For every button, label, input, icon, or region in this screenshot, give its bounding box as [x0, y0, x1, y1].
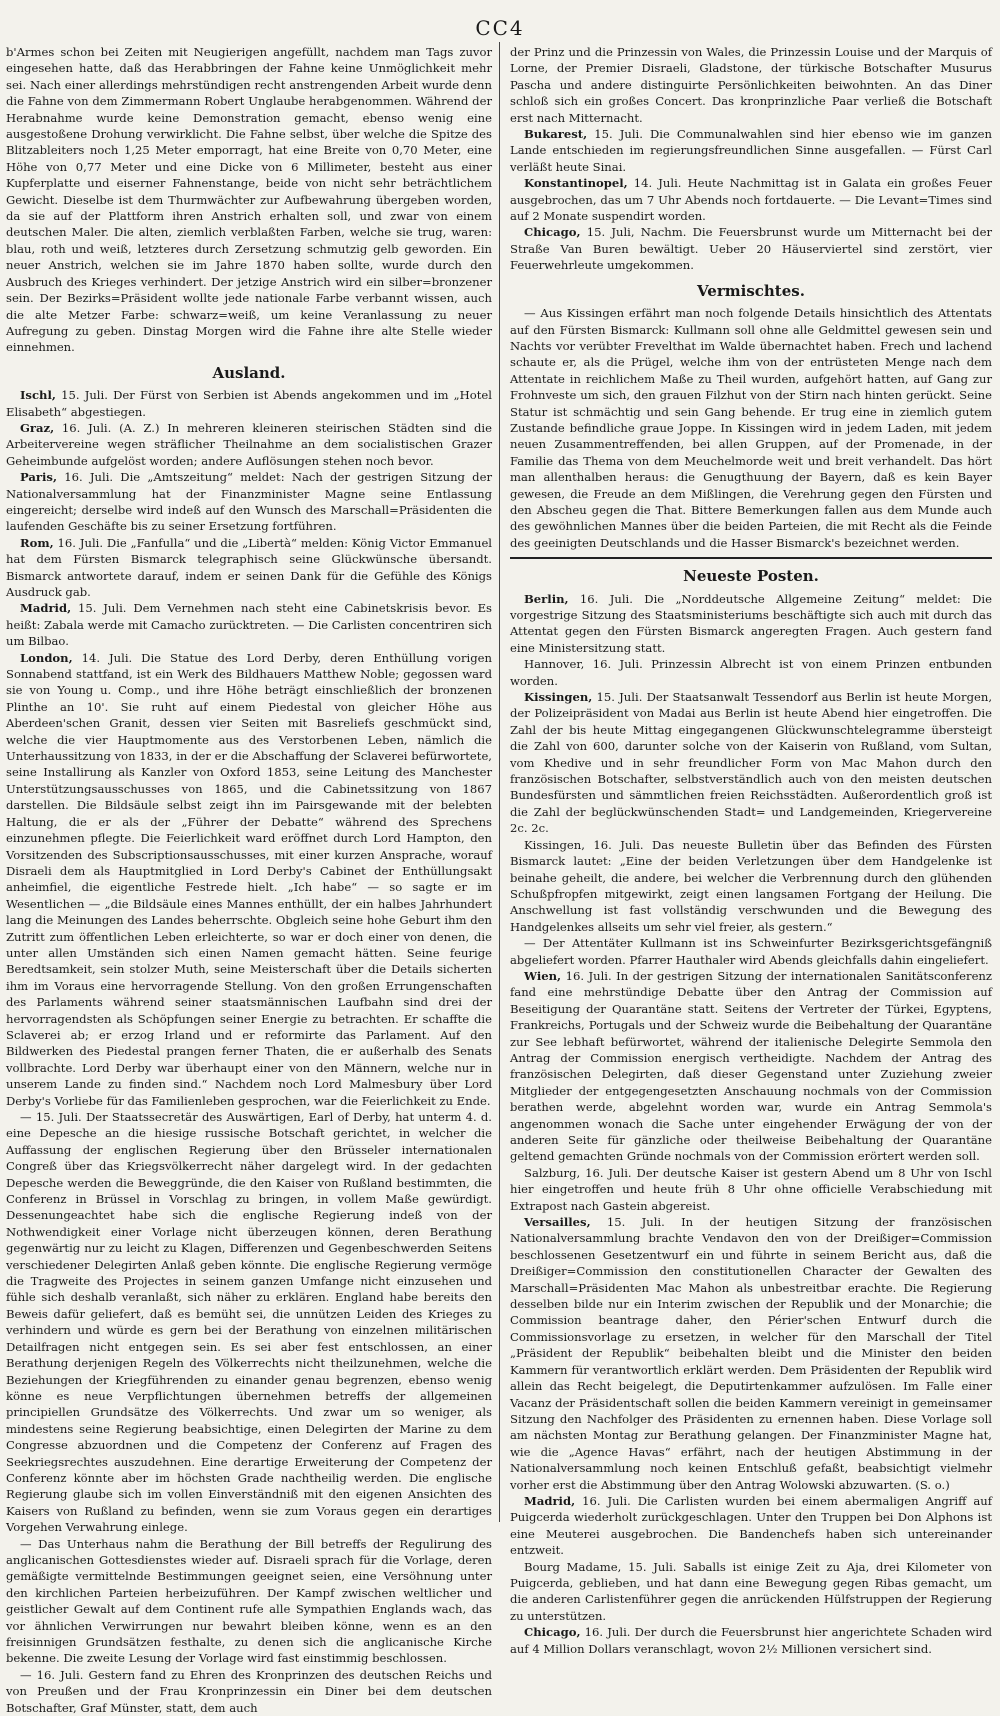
section-title-neueste-posten: Neueste Posten. — [683, 567, 819, 586]
news-item — [510, 224, 992, 273]
news-text: Salzburg, 16. Juli. Der deutsche Kaiser ist gestern Abend um 8 Uhr von Ischl hier eingetroffen und heute früh 8 Uhr ohne officielle Verabschiedung mit Extrapost nach Gastein abgereist. — [510, 1165, 992, 1213]
news-text: 16. Juli. Die „Fanfulla“ und die „Libertà“ melden: König Victor Emmanuel hat dem Fürsten Bismarck telegraphisch seine Glückwünsche übersandt. Bismarck antwortete darauf, indem er seinen Dank für die Gefühle des Königs Ausdruck gab. — [6, 535, 493, 599]
news-item — [510, 689, 992, 837]
paragraph: b'Armes schon bei Zeiten mit Neugierigen angefüllt, nachdem man Tags zuvor eingesehen hatte, daß das Herabbringen der Fahne keine Unmöglichkeit mehr sei. Nach einer allerdings mehrstündigen recht anstrengenden Arbeit wurde denn die Fahne von dem Zimmermann Robert Unglaube herabgenommen. Während der Herabnahme wurde keine Demonstration gemacht, ebenso wenig eine ausgestoßene Drohung verwirklicht. Die Fahne selbst, über welche die Spitze des Blitzableiters noch 1,25 Meter emporragt, hat eine Breite von 0,70 Meter, eine Höhe von 0,77 Meter und eine Dicke von 6 Millimeter, besteht aus einer Kupferplatte und eiserner Fahnenstange, beide von nicht sehr beträchtlichem Gewicht. Dieselbe ist dem Thurmwächter zur Aufbewahrung übergeben worden, da sie auf der Plattform ihren Anstrich erhalten soll, und zwar von einem deutschen Maler. Die alten, ziemlich verblaßten Farben, welche sie trug, waren: blau, roth und weiß, letzteres durch Zersetzung schmutzig gelb geworden. Ein neuer Anstrich, welchen sie im Jahre 1870 haben sollte, wurde durch den Ausbruch des Krieges verhindert. Der jetzige Anstrich wird ein silber=bronzener sein. Der Bezirks=Präsident wollte jede nationale Farbe verbannt wissen, auch die alte Metzer Farbe: schwarz=weiß, um keine Veranlassung zu neuer Aufregung zu geben. Dinstag Morgen wird die Fahne ihre alte Stelle wieder einnehmen. — [6, 45, 492, 355]
latest-news — [510, 591, 992, 1657]
news-item — [6, 535, 492, 601]
news-item — [6, 469, 492, 535]
section-title-vermischtes: Vermischtes. — [697, 281, 805, 300]
dateline-place: Graz, — [20, 420, 55, 435]
news-item — [6, 1667, 492, 1716]
dateline-place: Konstantinopel, — [524, 176, 628, 191]
news-item — [510, 1214, 992, 1493]
section-title-ausland: Ausland. — [212, 363, 286, 382]
news-item — [6, 600, 492, 649]
left-column — [6, 44, 493, 1715]
dateline-place: Versailles, — [524, 1215, 591, 1230]
paragraph: der Prinz und die Prinzessin von Wales, die Prinzessin Louise und der Marquis of Lorne, der Premier Disraeli, Gladstone, der türkische Botschafter Musurus Pascha und andere distinguirte Persönlichkeiten beiwohnten. An das Diner schloß sich ein großes Concert. Das kronprinzliche Paar verließ die Botschaft erst nach Mitternacht. — [510, 45, 992, 125]
news-text: — 16. Juli. Gestern fand zu Ehren des Kronprinzen des deutschen Reichs und von Preußen und der Frau Kronprinzessin ein Diner bei dem deutschen Botschafter, Graf Münster, statt, dem auch — [6, 1667, 492, 1715]
news-text: 16. Juli. Die Carlisten wurden bei einem abermaligen Angriff auf Puigcerda wiederholt zurückgeschlagen. Unter den Truppen bei Don Alphons ist eine Meuterei ausgebrochen. Die Bandenchefs haben sich untereinander entzweit. — [510, 1493, 993, 1558]
news-text: 14. Juli. Heute Nachmittag ist in Galata ein großes Feuer ausgebrochen, das um 7 Uhr Abends noch fortdauerte. — Die Levant=Times sind auf 2 Monate suspendirt worden. — [510, 176, 993, 224]
dateline-place: Berlin, — [524, 591, 569, 606]
dateline-place: Rom, — [20, 535, 54, 550]
right-entries-top — [510, 126, 992, 274]
dateline-place: London, — [20, 650, 73, 665]
news-item — [6, 1109, 492, 1536]
news-item — [510, 968, 992, 1165]
news-text: 15. Juli. Dem Vernehmen nach steht eine Cabinetskrisis bevor. Es heißt: Zabala werde mit Camacho zurücktreten. — Die Carlisten concentriren sich um Bilbao. — [6, 601, 493, 649]
news-text: 15. Juli. Der Staatsanwalt Tessendorf aus Berlin ist heute Morgen, der Polizeipräsident von Madai aus Berlin ist heute Abend hier eingetroffen. Die Zahl der bis heute Mittag eingegangenen Glückwunschtelegramme übersteigt die Zahl von 600, darunter solche von der Kaiserin von Rußland, vom Sultan, vom Khedive und in sehr freundlicher Form von Mac Mahon durch den französischen Botschafter, selbstverständlich auch von den meisten deutschen Bundesfürsten und sämmtlichen freien Reichsstädten. Außerordentlich groß ist die Zahl der beglückwünschenden Stadt= und Landgemeinden, Kriegervereine 2c. 2c. — [510, 690, 993, 836]
dateline-place: Paris, — [20, 470, 57, 485]
news-text: — Der Attentäter Kullmann ist ins Schweinfurter Bezirksgerichtsgefängniß abgeliefert worden. Pfarrer Hauthaler wird Abends gleichfalls dahin eingeliefert. — [510, 936, 992, 967]
news-text: Kissingen, 16. Juli. Das neueste Bulletin über das Befinden des Fürsten Bismarck lautet: „Eine der beiden Verletzungen über dem Handgelenke ist beinahe geheilt, die andere, bei welcher die Verbrennung durch den glühenden Schußpfropfen mitgewirkt, zeigt einen langsamen Fortgang der Heilung. Die Anschwellung ist fast vollständig verschwunden und die Bewegung des Handgelenkes allseits um sehr viel freier, als gestern.“ — [510, 837, 992, 934]
dateline-place: Madrid, — [20, 601, 72, 616]
news-item — [510, 1559, 992, 1625]
left-entries — [6, 387, 492, 1716]
news-text: 16. Juli. Die „Amtszeitung“ meldet: Nach der gestrigen Sitzung der Nationalversammlung hat der Finanzminister Magne seine Entlassung eingereicht; derselbe wird indeß auf den Wunsch des Marschall=Präsidenten die laufenden Geschäfte bis zu seiner Ersetzung fortführen. — [6, 470, 492, 534]
news-text: 16. Juli. Der durch die Feuersbrunst hier angerichtete Schaden wird auf 4 Million Dollars veranschlagt, wovon 2½ Millionen versichert sind. — [510, 1625, 992, 1656]
section-rule — [510, 557, 992, 559]
news-item — [510, 935, 992, 968]
news-item — [510, 656, 992, 689]
news-item — [510, 837, 992, 935]
news-item — [510, 1165, 992, 1214]
news-text: 16. Juli. Die „Norddeutsche Allgemeine Zeitung“ meldet: Die vorgestrige Sitzung des Staatsministeriums beschäftigte sich auch mit durch das Attentat gegen den Fürsten Bismarck angeregten Fragen. Auch gestern fand eine Ministersitzung statt. — [510, 591, 992, 655]
news-item — [6, 420, 492, 469]
news-text: 15. Juli. Die Communalwahlen sind hier ebenso wie im ganzen Lande entschieden im regierungsfreundlichen Sinne ausgefallen. — Fürst Carl verläßt heute Sinai. — [510, 127, 992, 174]
news-text: — Das Unterhaus nahm die Berathung der Bill betreffs der Regulirung des anglicanischen Gottesdienstes wieder auf. Disraeli sprach für die Vorlage, deren gemäßigte vermittelnde Bestimmungen geeignet seien, eine Versöhnung unter den kirchlichen Parteien herbeizuführen. Der Kampf zwischen weltlicher und geistlicher Gewalt auf dem Continent rufe alle Sympathien Englands wach, das vor ähnlichen Verwirrungen nur bewahrt bleiben könne, wenn es an den freisinnigen Grundsätzen festhalte, zu denen sich die anglicanische Kirche bekenne. Die zweite Lesung der Vorlage wird fast einstimmig beschlossen. — [6, 1536, 492, 1666]
news-text: 15. Juli. Der Fürst von Serbien ist Abends angekommen und im „Hotel Elisabeth“ abgestiegen. — [6, 388, 493, 419]
news-text: 14. Juli. Die Statue des Lord Derby, deren Enthüllung vorigen Sonnabend stattfand, ist ein Werk des Bildhauers Matthew Noble; gegossen ward sie von Young u. Comp., und ihre Höhe beträgt einschließlich der bronzenen Plinthe an 10'. Sie ruht auf einem Piedestal von gleicher Höhe aus Aberdeen'schen Granit, dessen vier Seiten mit Basreliefs geschmückt sind, welche die vier Hauptmomente aus des Verstorbenen Leben, nämlich die Unterhaussitzung von 1833, in der er die Abschaffung der Sclaverei befürwortete, seine Installirung als Kanzler von Oxford 1853, seine Leitung des Manchester Unterstützungsausschusses von 1865, und die Cabinetssitzung von 1867 darstellen. Die Bildsäule selbst zeigt ihn im Pairsgewande mit der belebten Haltung, die er als der „Führer der Debatte“ während des Sprechens einzunehmen pflegte. Die Feierlichkeit ward eröffnet durch Lord Hampton, den Vorsitzenden des Subscriptionsausschusses, mit einer kurzen Ansprache, worauf Disraeli dem als Hauptmitglied in Lord Derby's Cabinet der Enthüllungsakt anheimfiel, die eigentliche Festrede hielt. „Ich habe“ — so sagte er im Wesentlichen — „die Bildsäule eines Mannes enthüllt, der ein halbes Jahrhundert lang die Meinungen des Landes beherrschte. Obgleich seine hohe Geburt ihm den Zutritt zum öffentlichen Leben erleichterte, so war er doch einer von denen, die unter allen Umständen sich einen Namen gemacht hätten. Seine feurige Beredtsamkeit, sein stolzer Muth, seine Meisterschaft über die Details sicherten ihm im Voraus eine hervorragende Stellung. Von den großen Errungenschaften des Parlaments während seiner staatsmännischen Laufbahn sind drei der hervorragendsten als Schöpfungen seiner Energie zu betrachten. Er schaffte die Sclaverei ab; er erzog Irland und er reformirte das Parlament. Auf den Bildwerken des Piedestal prangen ferner Thaten, die er außerhalb des Senats vollbrachte. Lord Derby war überhaupt einer von den Männern, welche nur in unserem Lande zu finden sind.“ Nachdem noch Lord Malmesbury über Lord Derby's Vorliebe für das Familienleben gesprochen, war die Feierlichkeit zu Ende. — [6, 650, 492, 1108]
news-item — [6, 387, 492, 420]
page-number: CC4 — [475, 16, 525, 40]
right-column — [510, 44, 993, 1656]
news-text: Bourg Madame, 15. Juli. Saballs ist einige Zeit zu Aja, drei Kilometer von Puigcerda, geblieben, und hat dann eine Bewegung gegen Ribas gemacht, um die anderen Carlistenführer gegen die anrückenden Hülfstruppen der Regierung zu unterstützen. — [510, 1559, 992, 1623]
news-item — [510, 175, 992, 224]
news-item — [510, 1493, 992, 1559]
mixed-news — [510, 305, 992, 551]
dateline-place: Wien, — [524, 968, 562, 983]
news-item — [6, 650, 492, 1109]
dateline-place: Chicago, — [524, 1625, 581, 1640]
news-text: 15. Juli. In der heutigen Sitzung der französischen Nationalversammlung brachte Vendavon den von der Dreißiger=Commission beschlossenen Gesetzentwurf ein und führte in seinem Bericht aus, daß die Dreißiger=Commission den constitutionellen Character der Gewalten des Marschall=Präsidenten Mac Mahon als unbestreitbar erachte. Die Regierung desselben bilde nur ein Interim zwischen der Republik und der Monarchie; die Commission beantrage daher, den Périer'schen Entwurf durch die Commissionsvorlage zu ersetzen, in welcher für den Marschall der Titel „Präsident der Republik“ beibehalten bleibt und die Minister den beiden Kammern für verantwortlich erklärt werden. Dem Präsidenten der Republik wird allein das Recht beigelegt, die Deputirtenkammer aufzulösen. Im Falle einer Vacanz der Präsidentschaft sollen die beiden Kammern vereinigt in gemeinsamer Sitzung den Nachfolger des Präsidenten zu ernennen haben. Diese Vorlage soll am nächsten Montag zur Berathung gelangen. Der Finanzminister Magne hat, wie die „Agence Havas“ erfährt, nach der heutigen Abstimmung in der Nationalversammlung noch keinen Entschluß gefaßt, beabsichtigt vielmehr vorher erst die Abstimmung über den Antrag Wolowski abzuwarten. (S. o.) — [510, 1215, 993, 1492]
right-intro — [510, 44, 992, 126]
news-item — [6, 1536, 492, 1667]
news-item — [510, 1624, 992, 1657]
news-text: 16. Juli. (A. Z.) In mehreren kleineren steirischen Städten sind die Arbeitervereine wegen sträflicher Theilnahme an dem socialistischen Grazer Geheimbunde aufgelöst worden; andere Auflösungen stehen noch bevor. — [6, 420, 493, 468]
dateline-place: Ischl, — [20, 388, 56, 403]
dateline-place: Kissingen, — [524, 690, 593, 705]
dateline-place: Bukarest, — [524, 127, 588, 142]
news-text: 16. Juli. In der gestrigen Sitzung der internationalen Sanitätsconferenz fand eine mehrstündige Debatte über den Antrag der Commission auf Beseitigung der Quarantäne statt. Seitens der Vertreter der Türkei, Egyptens, Frankreichs, Portugals und der Schweiz wurde die Beibehaltung der Quarantäne zur See lebhaft befürwortet, während der italienische Delegirte Semmola den Antrag der Commission energisch vertheidigte. Nachdem der Antrag des französischen Delegirten, daß dieser Gegenstand unter Zuziehung zweier Mitglieder der entgegengesetzten Anschauung nochmals von der Commission berathen werde, abgelehnt worden war, wurde ein Antrag Semmola's angenommen wonach die Sache unter eingehender Erwägung der von der anderen Seite für gänzliche oder theilweise Beibehaltung der Quarantäne geltend gemachten Gründe nochmals von der Commission erörtert werden soll. — [510, 968, 993, 1164]
paragraph: — Aus Kissingen erfährt man noch folgende Details hinsichtlich des Attentats auf den Fürsten Bismarck: Kullmann soll ohne alle Geldmittel gewesen sein und Nachts vor verübter Frevelthat im Walde übernachtet haben. Frech und lachend schaute er, als die Prügel, welche ihm von der entrüsteten Menge nach dem Attentate in reichlichem Maße zu Theil wurden, aufgehört hatten, auf Gang zur Frohnveste um sich, den grauen Filzhut von der Stirn nach hinten gerückt. Seine Statur ist schmächtig und sein Gang behende. Er trug eine in ziemlich gutem Zustande befindliche graue Joppe. In Kissingen wird in jedem Laden, mit jedem neuen Zusammentreffenden, bei allen Gruppen, auf der Promenade, in der Familie das Thema von dem Meuchelmorde weit und breit verhandelt. Das hört man allenthalben heraus: die Genugthuung der Bayern, daß es kein Bayer gewesen, die Freude an dem Mißlingen, die Verehrung gegen den Fürsten und den Abscheu gegen die That. Bittere Bemerkungen fallen aus dem Munde auch des gewöhnlichen Mannes über die beiden Parteien, die mit Recht als die Feinde des geeinigten Deutschlands und die Hasser Bismarck's bezeichnet werden. — [510, 306, 992, 550]
news-text: Hannover, 16. Juli. Prinzessin Albrecht ist von einem Prinzen entbunden worden. — [510, 657, 992, 688]
news-item — [510, 126, 992, 175]
news-text: — 15. Juli. Der Staatssecretär des Auswärtigen, Earl of Derby, hat unterm 4. d. eine Depesche an die hiesige russische Botschaft gerichtet, in welcher die Auffassung der englischen Regierung über den Brüsseler internationalen Congreß über das Kriegsvölkerrecht näher dargelegt wird. In der gedachten Depesche werden die Beweggründe, die den Kaiser von Rußland bestimmten, die Conferenz in Brüssel in Vorschlag zu bringen, in vollem Maße gewürdigt. Dessenungeachtet habe sich die englische Regierung indeß von der Nothwendigkeit einer Vorlage nicht überzeugen können, deren Berathung gegenwärtig nur zu leicht zu Klagen, Differenzen und Gegenbeschwerden Seitens verschiedener Delegirten Anlaß geben könnte. Die englische Regierung vermöge die Tragweite des Projectes in seinem ganzen Umfange nicht einzusehen und fühle sich deshalb veranlaßt, sich näher zu erklären. England habe bereits den Beweis dafür geliefert, daß es bemüht sei, die unnützen Leiden des Krieges zu verhindern und würde es gern bei der Berathung von einzelnen militärischen Detailfragen nicht entgegen sein. Es sei aber fest entschlossen, an einer Berathung derjenigen Regeln des Völkerrechts nicht theilzunehmen, welche die Beziehungen der Kriegführenden zu einander genau begrenzen, ebenso wenig könne es neue Verpflichtungen übernehmen betreffs der allgemeinen principiellen Grundsätze des Völkerrechts. Und zwar um so weniger, als mindestens seine Regierung beabsichtige, einen Delegirten der Marine zu dem Congresse abzuordnen und die Competenz der Conferenz auf Fragen des Seekriegsrechtes auszudehnen. Eine derartige Erweiterung der Competenz der Conferenz könnte aber im höchsten Grade nachtheilig werden. Die englische Regierung glaube sich im vollen Einverständniß mit den eigenen Ansichten des Kaisers von Rußland zu befinden, wenn sie zum Voraus gegen ein derartiges Vorgehen Verwahrung einlege. — [6, 1110, 492, 1535]
column-divider — [499, 42, 500, 1522]
news-item — [510, 591, 992, 657]
left-intro — [6, 44, 492, 356]
news-text: 15. Juli, Nachm. Die Feuersbrunst wurde um Mitternacht bei der Straße Van Buren bewältigt. Ueber 20 Häuserviertel sind zerstört, vier Feuerwehrleute umgekommen. — [510, 225, 992, 273]
dateline-place: Madrid, — [524, 1493, 576, 1508]
dateline-place: Chicago, — [524, 225, 581, 240]
